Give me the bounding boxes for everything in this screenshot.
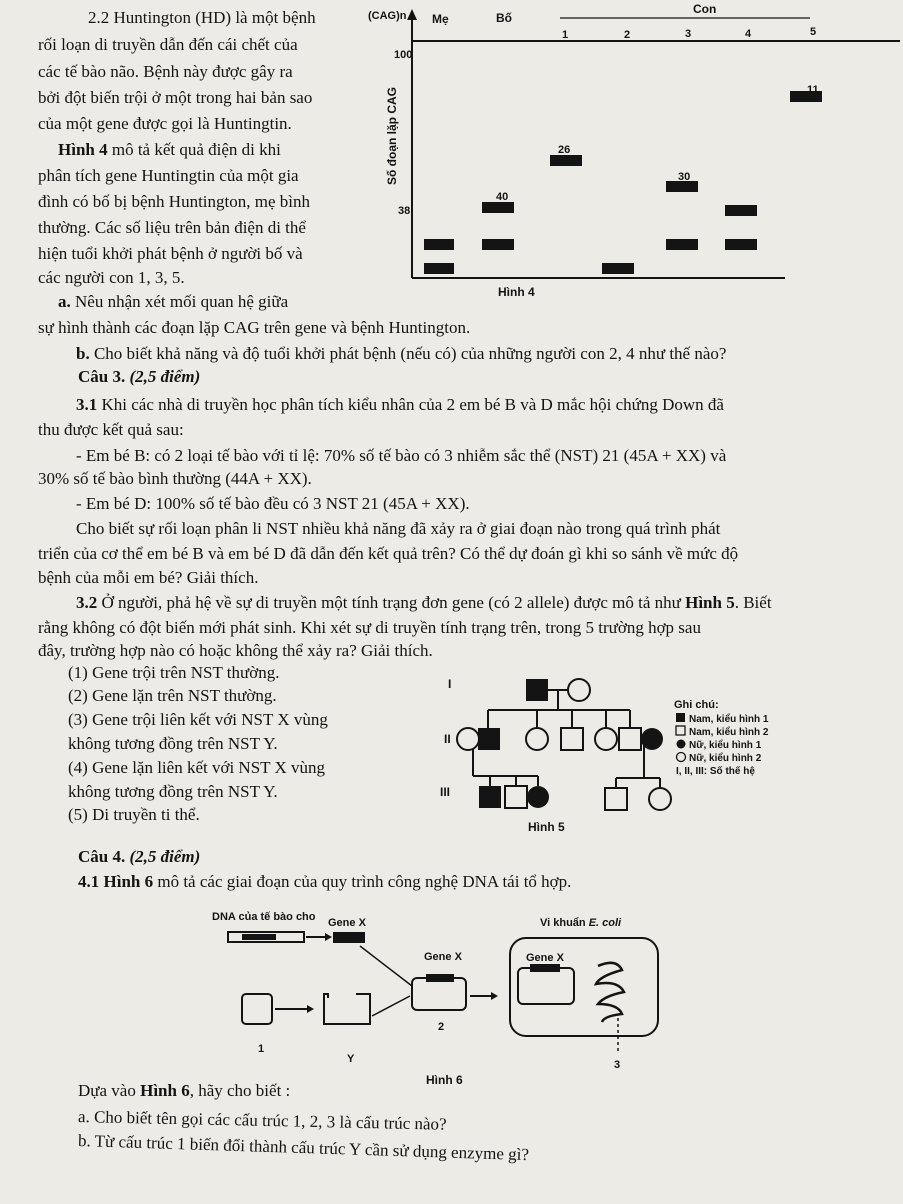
section-2-2-para2-line-5: hiện tuổi khởi phát bệnh ở người bố và bbox=[38, 244, 303, 263]
ii-2-male-phenotype-1 bbox=[478, 728, 500, 750]
case-4-line-1: (4) Gene lặn liên kết với NST X vùng bbox=[68, 758, 326, 777]
y-to-2-line bbox=[372, 996, 410, 1016]
question-a-text: Nêu nhận xét mối quan hệ giữa bbox=[70, 292, 289, 311]
baby-d-line: - Em bé D: 100% số tế bào đều có 3 NST 21 (45A + XX). bbox=[76, 494, 470, 513]
gene-x-fragment bbox=[333, 932, 365, 943]
iii-3-female-phenotype-1 bbox=[527, 786, 549, 808]
ii-1-female-phenotype-2 bbox=[457, 728, 479, 750]
bacterial-chromosome bbox=[596, 963, 624, 1022]
onset-age-child-1: 26 bbox=[558, 144, 571, 156]
band-father-expanded bbox=[482, 202, 514, 213]
q-4-1-a-text: Cho biết tên gọi các cấu trúc 1, 2, 3 là cấu trúc nào? bbox=[89, 1107, 447, 1134]
legend-female-phenotype-2-icon bbox=[677, 753, 686, 762]
gene-to-plasmid-line bbox=[360, 946, 412, 986]
q-3-1-ask-line-1: Cho biết sự rối loạn phân li NST nhiều khả năng đã xảy ra ở giai đoạn nào trong quá trình phát bbox=[76, 519, 721, 538]
extract-arrow-head-icon bbox=[325, 933, 332, 941]
case-1: (1) Gene trội trên NST thường. bbox=[68, 663, 280, 682]
ii-7-male-phenotype-2 bbox=[619, 728, 641, 750]
question-a-label: a. bbox=[58, 292, 71, 311]
cau-4-points: (2,5 điểm) bbox=[129, 847, 201, 866]
lane-label-mother: Mẹ bbox=[432, 12, 449, 26]
transform-arrow-head-icon bbox=[491, 992, 498, 1000]
tick-38: 38 bbox=[398, 205, 411, 217]
section-2-2-line-2: rối loạn di truyền dẫn đến cái chết của bbox=[38, 35, 298, 54]
onset-age-father: 40 bbox=[496, 191, 509, 203]
band-mother-lower bbox=[424, 263, 454, 274]
lane-label-child-1: 1 bbox=[562, 29, 569, 41]
cau-3-heading bbox=[78, 366, 200, 388]
question-2-2-a-line-2: sự hình thành các đoạn lặp CAG trên gene và bệnh Huntington. bbox=[38, 318, 471, 337]
ii-4-female-phenotype-2 bbox=[526, 728, 548, 750]
band-child-1-expanded bbox=[550, 155, 582, 166]
legend-male-phenotype-2: Nam, kiểu hình 2 bbox=[689, 727, 769, 738]
figure-4-caption: Hình 4 bbox=[498, 285, 535, 299]
para2-text-1: mô tả kết quả điện di khi bbox=[107, 140, 281, 159]
gene-x-top-label: Gene X bbox=[328, 917, 366, 929]
question-b-label: b. bbox=[76, 344, 90, 363]
section-2-2-line-3: các tế bào não. Bệnh này được gây ra bbox=[38, 62, 293, 81]
donor-dna-gene-segment bbox=[242, 934, 276, 940]
legend-female-phenotype-1: Nữ, kiểu hình 1 bbox=[689, 740, 762, 751]
hinh4-reference: Hình 4 bbox=[58, 140, 108, 159]
intro-a: Dựa vào bbox=[78, 1081, 141, 1100]
q-3-1-ask-line-2: triển của cơ thể em bé B và em bé D đã dẫn đến kết quả trên? Có thể dự đoán gì khi so sánh về mức độ bbox=[38, 544, 739, 563]
section-2-2-para2-line-1 bbox=[58, 139, 281, 161]
onset-age-child-3: 30 bbox=[678, 171, 691, 183]
section-2-2-para2-line-4: thường. Các số liệu trên bản điện di thể bbox=[38, 218, 306, 237]
q-4-1-line bbox=[78, 871, 571, 893]
iii-2-male-phenotype-2 bbox=[505, 786, 527, 808]
q-3-2-label: 3.2 bbox=[76, 593, 98, 612]
gen-label-i: I bbox=[448, 677, 452, 691]
q-3-2-line-2: rằng không có đột biến mới phát sinh. Khi xét sự di truyền tính trạng trên, trong 5 trường hợp sau bbox=[38, 618, 701, 637]
structure-3-gene-insert bbox=[530, 964, 560, 972]
intro-c: , hãy cho biết : bbox=[189, 1081, 291, 1100]
figure-6-intro bbox=[78, 1080, 290, 1102]
case-4-line-2: không tương đồng trên NST Y. bbox=[68, 782, 278, 801]
structure-2-recombinant-plasmid bbox=[412, 978, 466, 1010]
legend-female-phenotype-1-icon bbox=[677, 740, 686, 749]
lane-label-father: Bố bbox=[496, 11, 512, 25]
ecoli-label bbox=[540, 917, 622, 929]
cau-4-title: Câu 4. bbox=[78, 847, 126, 866]
q-4-1-b-label: b. bbox=[77, 1131, 92, 1151]
cau-3-points: (2,5 điểm) bbox=[129, 367, 201, 386]
structure-1-plasmid bbox=[242, 994, 272, 1024]
q-3-1-text: Khi các nhà di truyền học phân tích kiểu nhân của 2 em bé B và D mắc hội chứng Down đã bbox=[97, 395, 724, 414]
case-3-line-1: (3) Gene trội liên kết với NST X vùng bbox=[68, 710, 328, 729]
figure-4-electrophoresis bbox=[360, 0, 900, 310]
structure-y-open-plasmid bbox=[324, 994, 370, 1024]
lane-label-child-2: 2 bbox=[624, 29, 631, 41]
question-2-2-b bbox=[76, 343, 726, 365]
legend-generation-note: I, II, III: Số thế hệ bbox=[676, 766, 755, 777]
structure-1-label: 1 bbox=[258, 1043, 265, 1055]
legend-male-phenotype-1-icon bbox=[676, 713, 685, 722]
gene-x-cell-label: Gene X bbox=[526, 952, 564, 964]
section-2-2-para2-line-6: các người con 1, 3, 5. bbox=[38, 268, 185, 287]
lane-label-child-4: 4 bbox=[745, 28, 752, 40]
q-3-1-line-1 bbox=[76, 394, 724, 416]
legend-male-phenotype-1: Nam, kiểu hình 1 bbox=[689, 714, 769, 725]
gen-label-ii: II bbox=[444, 732, 451, 746]
case-3-line-2: không tương đồng trên NST Y. bbox=[68, 734, 278, 753]
section-2-2-line-4: bởi đột biến trội ở một trong hai bản sao bbox=[38, 88, 313, 107]
y-axis-arrow-icon bbox=[407, 9, 417, 20]
iii-5-female-phenotype-2 bbox=[649, 788, 671, 810]
ii-8-female-phenotype-1 bbox=[641, 728, 663, 750]
onset-age-child-5: 11 bbox=[807, 84, 819, 96]
q-3-2-text-c: . Biết bbox=[734, 593, 772, 612]
baby-b-line-2: 30% số tế bào bình thường (44A + XX). bbox=[38, 469, 312, 488]
gen-label-iii: III bbox=[440, 785, 451, 799]
legend-female-phenotype-2: Nữ, kiểu hình 2 bbox=[689, 753, 762, 764]
i-2-female-phenotype-2 bbox=[568, 679, 590, 701]
gene-x-plasmid-label: Gene X bbox=[424, 951, 462, 963]
structure-3-plasmid-in-cell bbox=[518, 968, 574, 1004]
lane-label-child-5: 5 bbox=[810, 26, 817, 38]
q-4-1-label: 4.1 Hình 6 bbox=[78, 872, 154, 891]
band-mother-upper bbox=[424, 239, 454, 250]
band-child-4-upper bbox=[725, 205, 757, 216]
band-child-3-normal bbox=[666, 239, 698, 250]
section-2-2-line-5: của một gene được gọi là Huntingtin. bbox=[38, 114, 292, 133]
q-3-1-line-2: thu được kết quả sau: bbox=[38, 420, 184, 439]
section-2-2-para2-line-2: phân tích gene Huntingtin của một gia bbox=[38, 166, 299, 185]
iii-1-male-phenotype-1 bbox=[479, 786, 501, 808]
q-3-2-text-a: Ở người, phả hệ về sự di truyền một tính trạng đơn gene (có 2 allele) được mô tả như bbox=[97, 593, 686, 612]
cau-3-title: Câu 3. bbox=[78, 367, 126, 386]
arrow-1-to-y-head-icon bbox=[307, 1005, 314, 1013]
structure-3-label: 3 bbox=[614, 1059, 621, 1071]
children-header: Con bbox=[693, 2, 717, 16]
case-5: (5) Di truyền ti thể. bbox=[68, 805, 200, 824]
band-child-2-normal bbox=[602, 263, 634, 274]
q-3-2-line-1 bbox=[76, 592, 772, 614]
structure-2-label: 2 bbox=[438, 1021, 445, 1033]
section-2-2-para2-line-3: đình có bố bị bệnh Huntington, mẹ bình bbox=[38, 192, 310, 211]
structure-y-label: Y bbox=[347, 1053, 355, 1065]
question-b-text: Cho biết khả năng và độ tuổi khởi phát bệnh (nếu có) của những người con 2, 4 như thế nào? bbox=[89, 344, 727, 363]
figure-5-pedigree bbox=[430, 668, 810, 840]
legend-male-phenotype-2-icon bbox=[676, 726, 685, 735]
case-2: (2) Gene lặn trên NST thường. bbox=[68, 686, 277, 705]
figure-5-caption: Hình 5 bbox=[528, 820, 565, 834]
donor-dna-label: DNA của tế bào cho bbox=[212, 911, 316, 923]
q-3-1-ask-line-3: bệnh của mỗi em bé? Giải thích. bbox=[38, 568, 259, 587]
band-child-4-lower bbox=[725, 239, 757, 250]
tick-100: 100 bbox=[394, 49, 413, 61]
i-1-male-phenotype-1 bbox=[526, 679, 548, 701]
hinh5-reference: Hình 5 bbox=[685, 593, 735, 612]
band-father-normal bbox=[482, 239, 514, 250]
cau-4-heading bbox=[78, 846, 200, 868]
structure-2-gene-insert bbox=[426, 974, 454, 982]
q-4-1-b bbox=[78, 1130, 530, 1166]
question-2-2-a-line-1 bbox=[58, 291, 288, 313]
legend-title: Ghi chú: bbox=[674, 699, 719, 711]
section-2-2-line-1: 2.2 Huntington (HD) là một bệnh bbox=[88, 8, 316, 27]
figure-6-caption: Hình 6 bbox=[426, 1073, 463, 1087]
q-4-1-text: mô tả các giai đoạn của quy trình công nghệ DNA tái tổ hợp. bbox=[153, 872, 572, 891]
q-3-2-line-3: đây, trường hợp nào có hoặc không thể xảy ra? Giải thích. bbox=[38, 641, 433, 660]
baby-b-line-1: - Em bé B: có 2 loại tế bào với tỉ lệ: 70% số tế bào có 3 nhiễm sắc thể (NST) 21 (45A + XX) và bbox=[76, 446, 727, 465]
ecoli-name: E. coli bbox=[588, 917, 622, 929]
q-3-1-label: 3.1 bbox=[76, 395, 98, 414]
q-4-1-a-label: a. bbox=[77, 1107, 91, 1127]
yaxis-unit: (CAG)n bbox=[368, 10, 407, 22]
lane-label-child-3: 3 bbox=[685, 28, 692, 40]
ecoli-prefix: Vi khuẩn bbox=[540, 917, 589, 929]
ii-6-female-phenotype-2 bbox=[595, 728, 617, 750]
figure-6-recombinant-dna bbox=[200, 906, 670, 1098]
hinh6-reference: Hình 6 bbox=[140, 1081, 190, 1100]
ii-5-male-phenotype-2 bbox=[561, 728, 583, 750]
iii-4-male-phenotype-2 bbox=[605, 788, 627, 810]
q-4-1-b-text: Từ cấu trúc 1 biến đổi thành cấu trúc Y cần sử dụng enzyme gì? bbox=[90, 1131, 530, 1165]
yaxis-label: Số đoạn lặp CAG bbox=[385, 86, 399, 185]
